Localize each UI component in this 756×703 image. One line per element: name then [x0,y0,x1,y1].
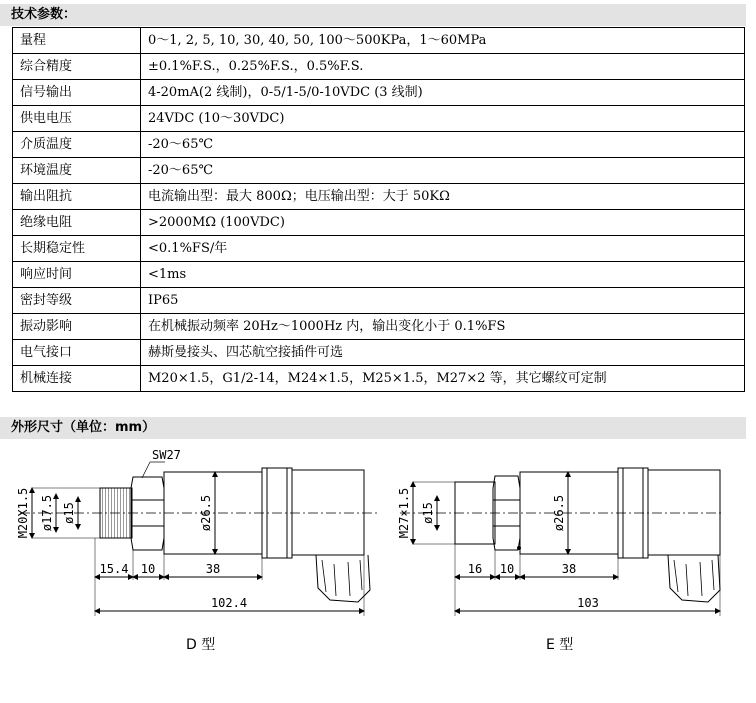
spec-row [13,132,745,158]
spec-label: 电气接口 [13,340,141,366]
spec-value: 赫斯曼接头、四芯航空接插件可选 [141,340,745,366]
spec-row [13,184,745,210]
spec-label: 绝缘电阻 [13,210,141,236]
spec-row [13,158,745,184]
d-dia1-label: ø17.5 [40,494,54,532]
d-dim-b: 10 [140,562,156,576]
spec-row [13,288,745,314]
d-dim-a: 15.4 [99,562,129,576]
spec-label: 介质温度 [13,132,141,158]
spec-value: 4-20mA(2 线制)，0-5/1-5/0-10VDC (3 线制) [141,80,745,106]
drawing-e-type [400,468,724,616]
spec-label: 振动影响 [13,314,141,340]
spec-value: ±0.1%F.S.，0.25%F.S.，0.5%F.S. [141,54,745,80]
e-dim-c: 38 [561,562,577,576]
spec-label: 长期稳定性 [13,236,141,262]
specs-section-title: 技术参数： [0,4,746,26]
e-body-dia-label: ø26.5 [552,494,566,532]
caption-d-type: D 型 [186,637,216,653]
caption-e-type: E 型 [546,637,574,653]
spec-label: 综合精度 [13,54,141,80]
drawing-e-labels [397,488,599,610]
spec-row [13,340,745,366]
spec-label: 信号输出 [13,80,141,106]
d-dia2-label: ø15 [62,502,76,524]
e-dia-label: ø15 [421,502,435,524]
spec-value: 电流输出型：最大 800Ω；电压输出型：大于 50KΩ [141,184,745,210]
spec-label: 响应时间 [13,262,141,288]
spec-label: 机械连接 [13,366,141,392]
spec-row [13,314,745,340]
d-hex-label: SW27 [152,448,181,462]
spec-value: 在机械振动频率 20Hz～1000Hz 内，输出变化小于 0.1%FS [141,314,745,340]
spec-row [13,366,745,392]
spec-value: -20～65℃ [141,158,745,184]
spec-label: 输出阻抗 [13,184,141,210]
specs-table [12,27,745,392]
spec-value: 0～1, 2, 5, 10, 30, 40, 50, 100～500KPa，1～60MPa [141,28,745,54]
spec-row [13,106,745,132]
e-dim-total: 103 [577,596,599,610]
d-dim-total: 102.4 [210,596,248,610]
spec-value: IP65 [141,288,745,314]
spec-label: 环境温度 [13,158,141,184]
spec-label: 密封等级 [13,288,141,314]
e-dim-a: 16 [467,562,483,576]
spec-row [13,210,745,236]
spec-row [13,28,745,54]
spec-row [13,236,745,262]
spec-label: 量程 [13,28,141,54]
spec-value: M20×1.5，G1/2-14，M24×1.5，M25×1.5，M27×2 等，其它螺纹可定制 [141,366,745,392]
e-dim-b: 10 [499,562,515,576]
spec-label: 供电电压 [13,106,141,132]
spec-value: <1ms [141,262,745,288]
d-thread-label: M20X1.5 [16,487,30,539]
spec-value: <0.1%FS/年 [141,236,745,262]
spec-row [13,80,745,106]
spec-value: 24VDC (10～30VDC) [141,106,745,132]
d-body-dia-label: ø26.5 [199,494,213,532]
d-dim-c: 38 [205,562,221,576]
drawing-d-type [20,462,380,616]
dimension-drawings [0,440,756,630]
spec-value: -20～65℃ [141,132,745,158]
spec-value: >2000MΩ (100VDC) [141,210,745,236]
e-thread-label: M27×1.5 [397,487,411,539]
dimensions-section-title: 外形尺寸（单位：mm） [0,417,746,439]
spec-row [13,262,745,288]
spec-row [13,54,745,80]
